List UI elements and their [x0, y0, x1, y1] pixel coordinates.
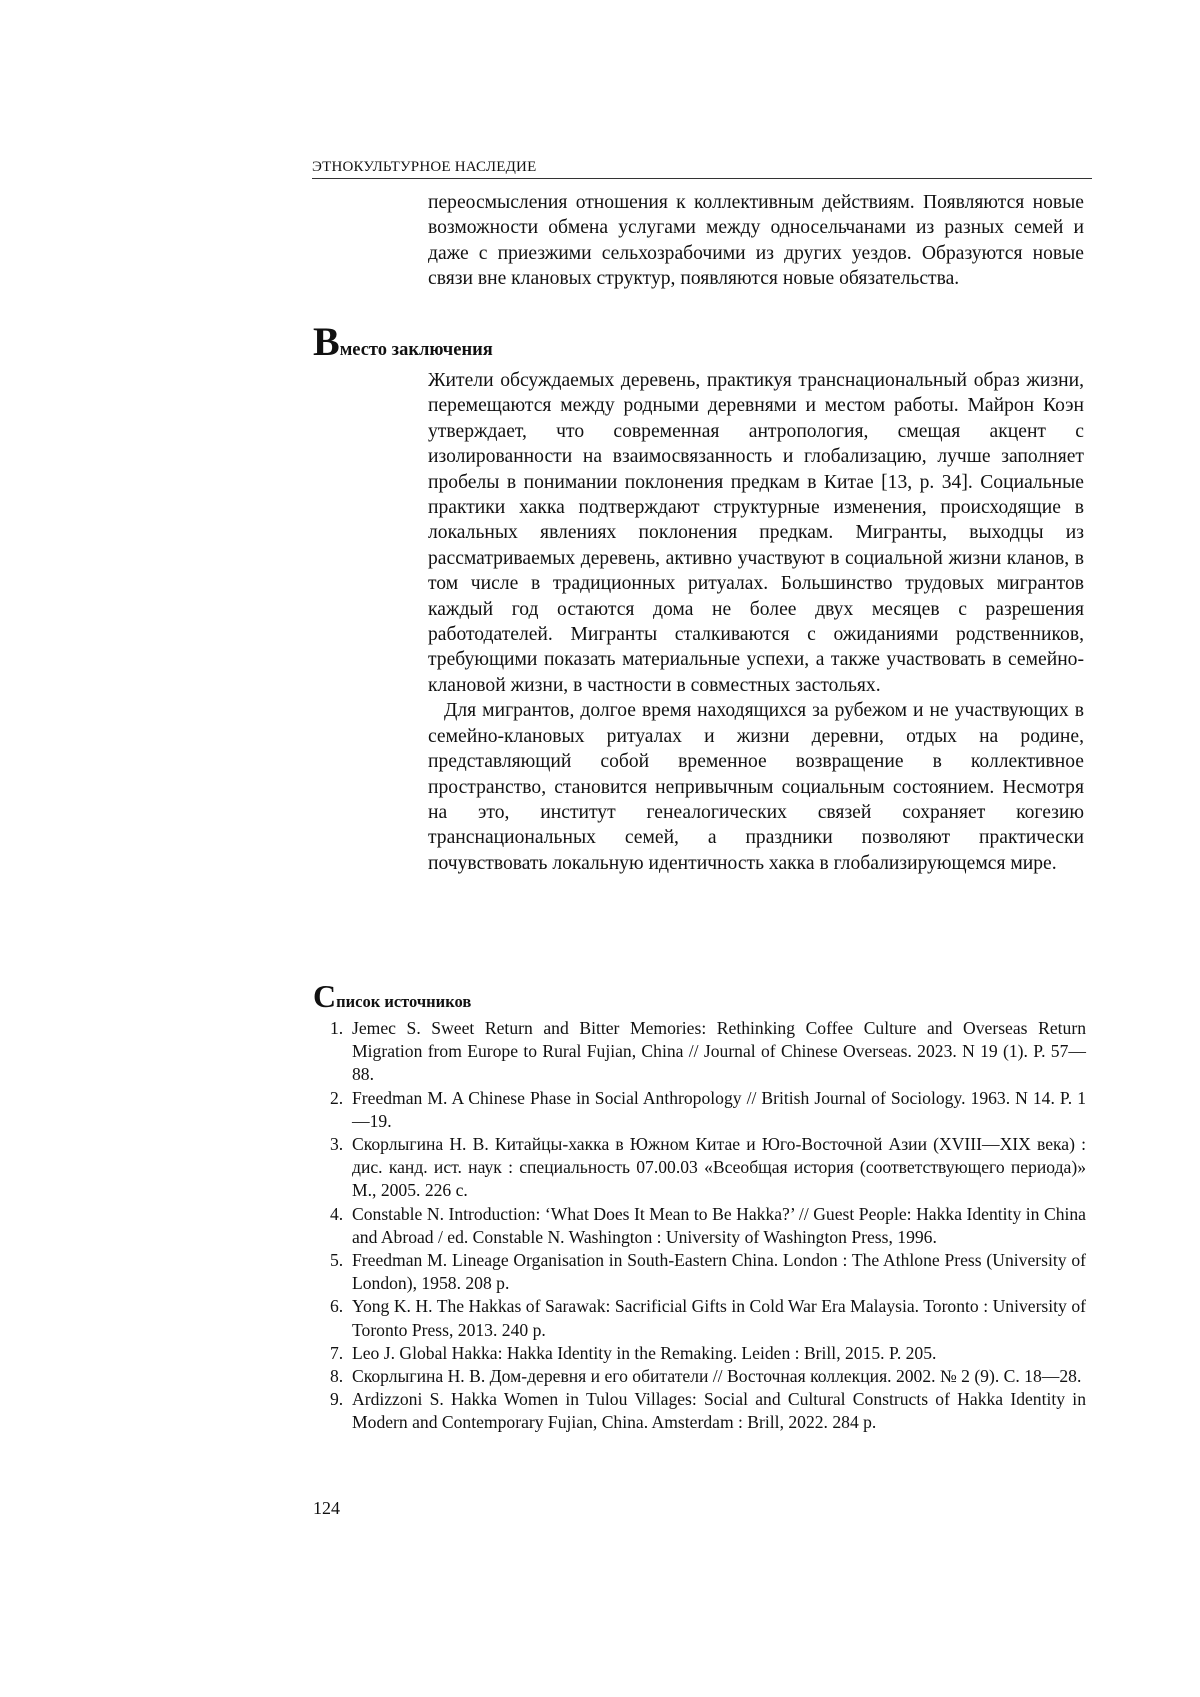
sources-heading-rest: писок источников — [336, 992, 472, 1011]
running-header: ЭТНОКУЛЬТУРНОЕ НАСЛЕДИЕ — [312, 159, 1092, 179]
intro-paragraph — [428, 190, 1084, 292]
conclusion-body — [428, 368, 1084, 876]
reference-item — [330, 1087, 1086, 1133]
page-number: 124 — [313, 1498, 340, 1518]
reference-text: Freedman M. Lineage Organisation in South-Eastern China. London : The Athlone Press (University of London), 1958. 208 p. — [352, 1250, 1086, 1294]
conclusion-heading-rest: место заключения — [339, 340, 493, 360]
reference-number: 2. — [330, 1087, 344, 1108]
reference-number: 8. — [330, 1366, 344, 1387]
reference-number: 3. — [330, 1134, 344, 1155]
conclusion-paragraph: Жители обсуждаемых деревень, практикуя транснациональный образ жизни, перемещаются между родными деревнями и местом работы. Майрон Коэн утверждает, что современная антропология, смещая акцент с изолированности на взаимосвязанность и глобализацию, лучше заполняет пробелы в понимании поклонения предкам в Китае [13, p. 34]. Социальные практики хакка подтверждают структурные изменения, происходящие в локальных явлениях поклонения предкам. Мигранты, выходцы из рассматриваемых деревень, активно участвуют в социальной жизни кланов, в том числе в традиционных ритуалах. Большинство трудовых мигрантов каждый год остаются дома не более двух месяцев с разрешения работодателей. Мигранты сталкиваются с ожиданиями родственников, требующими показать материальные успехи, а также участвовать в семейно-клановой жизни, в частности в совместных застольях. — [428, 370, 1084, 696]
conclusion-paragraph: Для мигрантов, долгое время находящихся за рубежом и не участвующих в семейно-клановых ритуалах и жизни деревни, отдых на родине, представляющий собой временное возвращение в коллективное пространство, становится непривычным социальным состоянием. Несмотря на это, институт генеалогических связей сохраняет когезию транснациональных семей, а праздники позволяют практически почувствовать локальную идентичность хакка в глобализирующемся мире. — [428, 700, 1084, 874]
conclusion-heading — [313, 319, 493, 364]
sources-heading — [313, 980, 471, 1012]
reference-item — [330, 1017, 1086, 1087]
reference-text: Freedman M. A Chinese Phase in Social Anthropology // British Journal of Sociology. 1963. N 14. P. 1—19. — [352, 1087, 1086, 1131]
reference-text: Скорлыгина Н. В. Китайцы-хакка в Южном Китае и Юго-Восточной Азии (XVIII—XIX века) : дис. канд. ист. наук : специальность 07.00.03 «Всеобщая история (соответствующего периода)» М., 2005. 226 с. — [352, 1134, 1086, 1201]
reference-item — [330, 1203, 1086, 1249]
conclusion-heading-initial: В — [313, 319, 340, 364]
reference-number: 6. — [330, 1296, 344, 1317]
reference-number: 9. — [330, 1389, 344, 1410]
reference-number: 4. — [330, 1203, 344, 1224]
intro-text: переосмысления отношения к коллективным действиям. Появляются новые возможности обмена услугами между односельчанами из разных семей и даже с приезжими сельхозрабочими из других уездов. Образуются новые связи вне клановых структур, появляются новые обязательства. — [428, 192, 1084, 290]
reference-text: Yong K. H. The Hakkas of Sarawak: Sacrificial Gifts in Cold War Era Malaysia. Toronto : University of Toronto Press, 2013. 240 p. — [352, 1296, 1086, 1340]
reference-item — [330, 1249, 1086, 1295]
reference-item — [330, 1388, 1086, 1434]
reference-text: Leo J. Global Hakka: Hakka Identity in the Remaking. Leiden : Brill, 2015. P. 205. — [352, 1342, 937, 1363]
reference-number: 5. — [330, 1250, 344, 1271]
reference-text: Jemec S. Sweet Return and Bitter Memories: Rethinking Coffee Culture and Overseas Return Migration from Europe to Rural Fujian, China // Journal of Chinese Overseas. 2023. N 19 (1). P. 57—88. — [352, 1018, 1086, 1085]
reference-text: Ardizzoni S. Hakka Women in Tulou Villages: Social and Cultural Constructs of Hakka Identity in Modern and Contemporary Fujian, China. Amsterdam : Brill, 2022. 284 p. — [352, 1389, 1086, 1433]
reference-text: Скорлыгина Н. В. Дом-деревня и его обитатели // Восточная коллекция. 2002. № 2 (9). С. 18—28. — [352, 1366, 1082, 1387]
reference-number: 7. — [330, 1342, 344, 1363]
reference-number: 1. — [330, 1018, 344, 1038]
reference-item — [330, 1365, 1086, 1388]
reference-list — [330, 1017, 1086, 1435]
reference-item — [330, 1133, 1086, 1203]
reference-text: Constable N. Introduction: ‘What Does It Mean to Be Hakka?’ // Guest People: Hakka Identity in China and Abroad / ed. Constable N. Washington : University of Washington Press, 1996. — [352, 1203, 1086, 1247]
reference-item — [330, 1295, 1086, 1341]
sources-heading-initial: С — [313, 978, 337, 1014]
reference-item — [330, 1342, 1086, 1365]
